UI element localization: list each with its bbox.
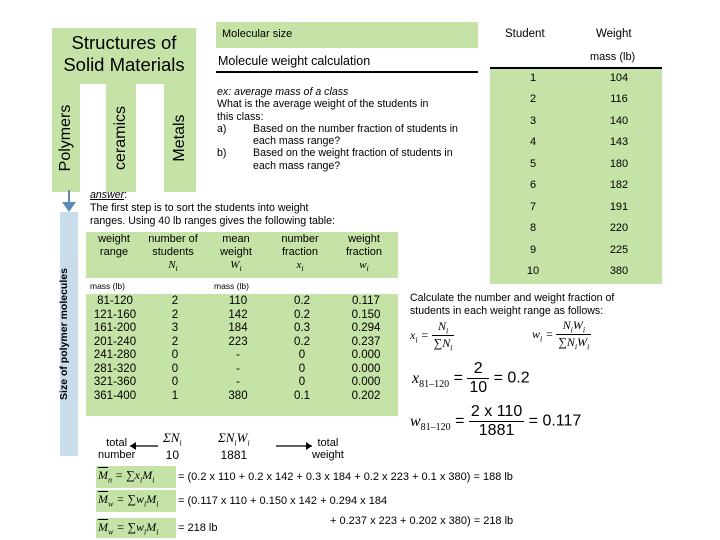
hdr-mean-weight: mean weight $W_i$ — [220, 233, 252, 274]
weight-table-body — [86, 294, 398, 416]
student-number: 3 — [529, 114, 537, 127]
table-cell: 2 — [171, 335, 179, 348]
table-cell: 380 — [228, 389, 248, 402]
calc-intro — [410, 292, 710, 318]
table-cell: 0.2 — [294, 295, 310, 308]
student-number: 10 — [526, 265, 540, 278]
student-number: 5 — [529, 157, 537, 170]
table-row — [86, 349, 398, 363]
total-number-label: total number — [98, 437, 136, 461]
ceramics-label-box — [106, 84, 136, 192]
table-cell: 2 — [171, 308, 179, 321]
hdr-number-fraction: number fraction $x_i$ — [281, 233, 319, 274]
mw-calc-title: Molecule weight calculation — [218, 54, 371, 68]
table-cell: 184 — [228, 322, 248, 335]
sum-nw-value: 1881 — [220, 447, 248, 462]
hdr-weight-range: weight range — [98, 233, 130, 258]
student-weight: 182 — [609, 179, 629, 192]
table-cell: 121-160 — [93, 308, 137, 321]
answer-label-line: answer: — [90, 189, 128, 201]
list-item — [490, 175, 662, 197]
student-number: 7 — [529, 200, 537, 213]
student-weight: 180 — [609, 157, 629, 170]
molecular-size-header — [216, 22, 478, 48]
table-cell: 0 — [171, 362, 179, 375]
hdr-number-students: number of students $N_i$ — [148, 233, 198, 274]
table-cell: 161-200 — [93, 322, 137, 335]
table-cell: - — [236, 376, 240, 389]
total-weight-arrow — [274, 440, 314, 452]
weight-table-header-cols — [86, 233, 398, 279]
problem-line3: this class: — [217, 110, 264, 123]
table-cell: 0.000 — [351, 376, 381, 389]
weight-col-header: Weight — [596, 28, 632, 40]
mw-calc-underline — [216, 71, 478, 73]
w-example: $w_{81-120}$ = $\frac{2 x 110}{1881}$ = 0.117 — [410, 403, 582, 439]
student-number: 1 — [529, 71, 537, 84]
size-axis-arrow — [58, 190, 80, 214]
mw-result-box: $\overline{M}_w = \sum w_iM_i$ — [96, 518, 176, 538]
unit-range: mass (lb) — [90, 281, 125, 291]
table-cell: 0.1 — [294, 389, 310, 402]
table-cell: 0 — [298, 362, 306, 375]
student-weight: 104 — [609, 71, 629, 84]
mw-expression-line2: + 0.237 x 223 + 0.202 x 380) = 218 lb — [330, 515, 514, 527]
table-cell: 0.202 — [351, 389, 381, 402]
student-number: 9 — [529, 243, 537, 256]
polymers-label: Polymers — [57, 104, 74, 172]
total-weight-label: total weight — [312, 437, 344, 461]
problem-b-cont: each mass range? — [253, 159, 341, 172]
table-row — [86, 309, 398, 323]
molecular-size-label: Molecular size — [222, 28, 293, 40]
table-cell: 0.117 — [352, 295, 380, 308]
hdr-weight-fraction: weight fraction $w_i$ — [345, 233, 383, 274]
list-item — [490, 196, 662, 218]
list-item — [490, 153, 662, 175]
mw-result: = 218 lb — [178, 522, 218, 534]
problem-a-cont: each mass range? — [253, 135, 341, 148]
student-weight: 140 — [609, 114, 629, 127]
table-cell: - — [236, 362, 240, 375]
student-col-header: Student — [505, 28, 545, 40]
total-number-arrow — [128, 440, 160, 452]
table-cell: 0.3 — [294, 322, 310, 335]
student-weight: 191 — [609, 200, 629, 213]
mw-expression-line1: = (0.117 x 110 + 0.150 x 142 + 0.294 x 184 — [178, 495, 388, 507]
list-item — [490, 67, 662, 89]
table-cell: 201-240 — [93, 335, 137, 348]
student-number: 6 — [529, 179, 537, 192]
table-cell: 361-400 — [93, 389, 137, 402]
student-weight: 380 — [609, 265, 629, 278]
table-cell: 3 — [171, 322, 179, 335]
list-item — [490, 110, 662, 132]
problem-b: b) Based on the weight fraction of students in — [217, 147, 453, 160]
sidebar-title-box — [52, 28, 196, 84]
problem-line1: ex: average mass of a class — [217, 86, 349, 98]
table-cell: 0.237 — [351, 335, 381, 348]
x-example: $x_{81-120}$ = $\frac{2}{10}$ = 0.2 — [412, 360, 530, 396]
answer-text — [90, 189, 410, 228]
size-axis-label-wrap — [50, 212, 78, 456]
problem-a: a) Based on the number fraction of students in — [217, 122, 458, 135]
sum-n-value: 10 — [165, 447, 179, 462]
table-cell: 1 — [171, 389, 179, 402]
table-cell: 0.2 — [294, 308, 310, 321]
answer-line2: ranges. Using 40 lb ranges gives the following table: — [90, 215, 335, 227]
table-cell: 321-360 — [93, 376, 137, 389]
table-cell: 0 — [298, 349, 306, 362]
metals-label-box — [164, 84, 196, 192]
ceramics-label: ceramics — [112, 105, 129, 171]
student-weight: 225 — [609, 243, 629, 256]
mn-expression: = (0.2 x 110 + 0.2 x 142 + 0.3 x 184 + 0.2 x 223 + 0.1 x 380) = 188 lb — [178, 471, 513, 483]
unit-mean: mass (lb) — [214, 281, 249, 291]
table-row — [86, 363, 398, 377]
student-number: 8 — [529, 222, 537, 235]
polymers-label-box — [52, 84, 80, 192]
student-weight: 116 — [610, 93, 628, 106]
metals-label: Metals — [171, 114, 188, 162]
student-number: 2 — [529, 93, 537, 106]
table-cell: 0 — [171, 376, 179, 389]
table-cell: 0.000 — [351, 362, 381, 375]
table-row — [86, 390, 398, 404]
list-item — [490, 89, 662, 111]
problem-text — [217, 86, 497, 172]
calc-intro-line2: students in each weight range as follows: — [410, 305, 604, 317]
table-cell: 110 — [228, 295, 248, 308]
table-row — [86, 295, 398, 309]
sidebar-title-line1: Structures of — [71, 32, 177, 53]
table-cell: 142 — [228, 308, 248, 321]
xi-formula: $x_i$ = $\frac{N_i}{\sum N_i}$ — [410, 319, 453, 353]
student-number: 4 — [529, 136, 537, 149]
table-cell: 0 — [171, 349, 179, 362]
table-cell: 0.150 — [351, 308, 381, 321]
size-axis-label: Size of polymer molecules — [58, 268, 70, 400]
student-weight: 220 — [609, 222, 629, 235]
mn-formula-box: $\overline{M}_n = \sum x_iM_i$ — [96, 466, 176, 488]
student-weight: 143 — [609, 136, 629, 149]
list-item — [490, 239, 662, 261]
table-cell: 2 — [171, 295, 179, 308]
table-cell: 0.2 — [294, 335, 310, 348]
table-cell: 281-320 — [93, 362, 137, 375]
list-item — [490, 132, 662, 154]
table-row — [86, 322, 398, 336]
calc-intro-line1: Calculate the number and weight fraction of — [410, 292, 615, 304]
table-cell: 223 — [228, 335, 248, 348]
table-cell: 241-280 — [93, 349, 137, 362]
answer-line1: The first step is to sort the students into weight — [90, 202, 309, 214]
wi-formula: $w_i$ = $\frac{N_iW_i}{\sum N_iW_i}$ — [532, 318, 590, 352]
table-cell: 0.294 — [351, 322, 381, 335]
problem-line2: What is the average weight of the students in — [217, 98, 429, 111]
table-row — [86, 376, 398, 390]
mw-formula-box: $\overline{M}_w = \sum w_iM_i$ — [96, 490, 176, 512]
table-cell: - — [236, 349, 240, 362]
weight-table — [86, 295, 398, 403]
student-table — [490, 67, 662, 282]
list-item — [490, 218, 662, 240]
list-item — [490, 261, 662, 283]
table-cell: 81-120 — [97, 295, 133, 308]
table-cell: 0.000 — [351, 349, 381, 362]
table-cell: 0 — [298, 376, 306, 389]
sum-nw-expr: $\Sigma N_iW_i$ 1881 — [218, 430, 250, 462]
table-row — [86, 336, 398, 350]
sidebar-title-line2: Solid Materials — [63, 54, 185, 75]
student-table-body — [490, 69, 662, 284]
sum-n-expr: $\Sigma N_i$ 10 — [163, 430, 182, 462]
weight-col-unit: mass (lb) — [590, 51, 636, 63]
